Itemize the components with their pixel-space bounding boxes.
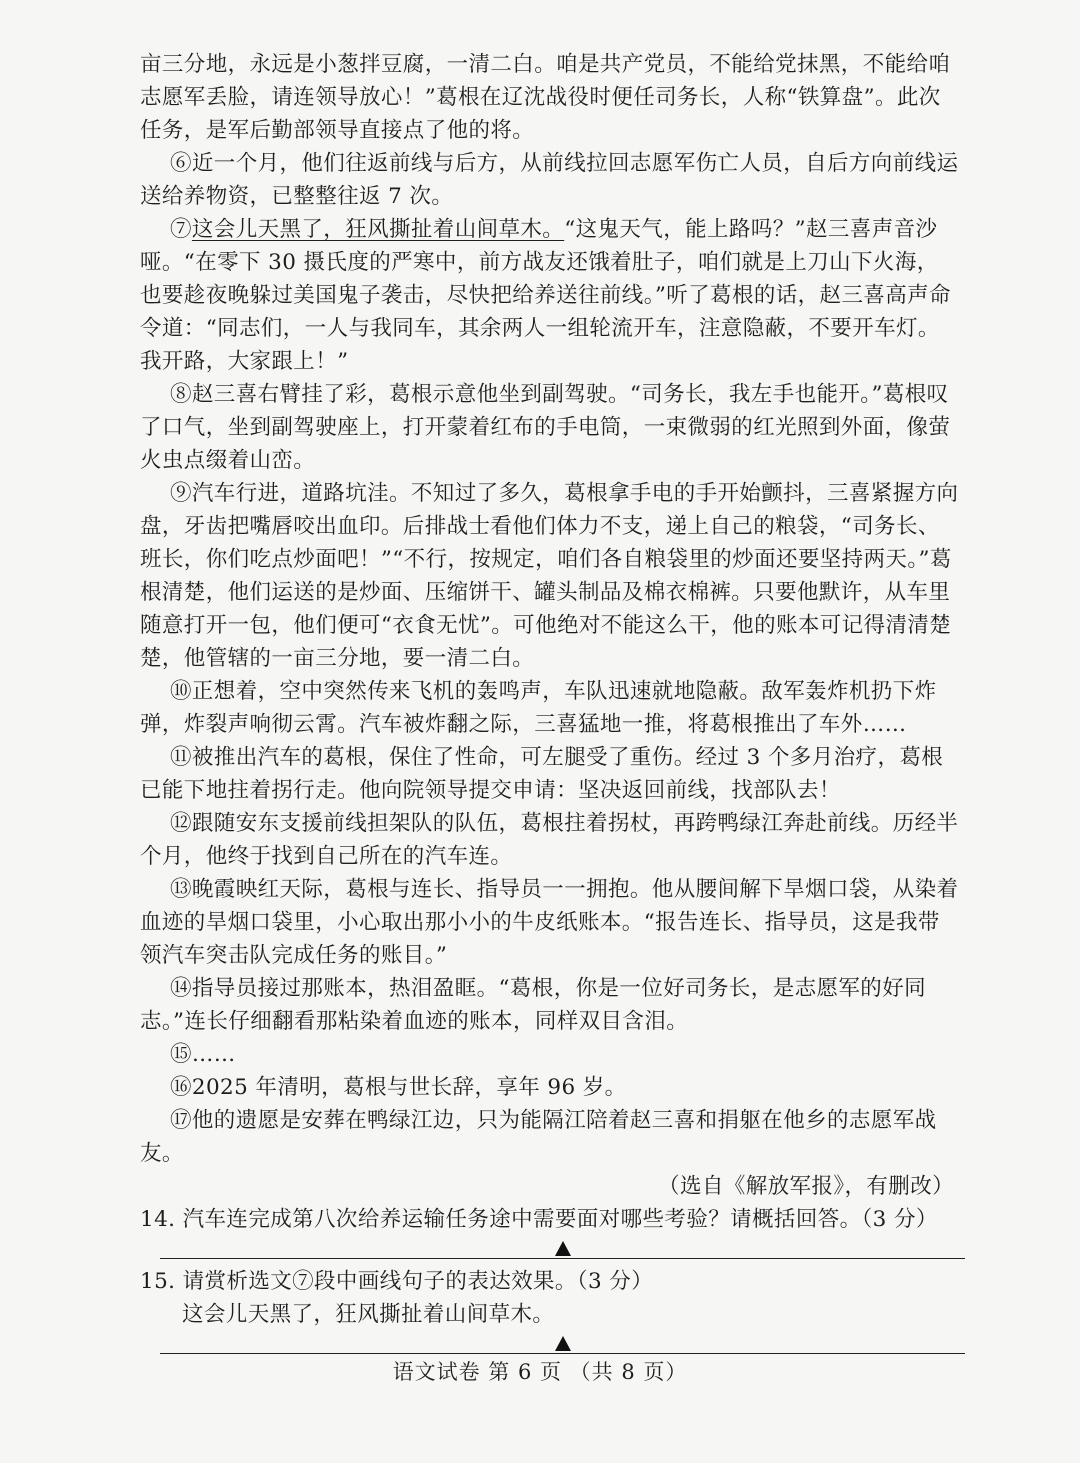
paragraph-17: ⑰他的遗愿是安葬在鸭绿江边，只为能隔江陪着赵三喜和捐躯在他乡的志愿军战友。 <box>140 1108 937 1166</box>
answer-marker-triangle-icon <box>555 1336 571 1351</box>
paragraph-5-continued: 亩三分地，永远是小葱拌豆腐，一清二白。咱是共产党员，不能给党抹黑，不能给咱志愿军丢脸，请连领导放心！”葛根在辽沈战役时便任司务长，人称“铁算盘”。此次任务，是军后勤部领导直接点了他的将。 <box>140 52 951 143</box>
source-citation: （选自《解放军报》，有删改） <box>658 1174 954 1199</box>
paragraph-7-text: “这鬼天气，能上路吗？”赵三喜声音沙哑。“在零下 30 摄氏度的严寒中，前方战友还饿着肚子，咱们就是上刀山下火海，也要趁夜晚躲过美国鬼子袭击，尽快把给养送往前线。”听了葛根的话，赵三喜高声命令道：“同志们，一人与我同车，其余两人一组轮流开车，注意隐蔽，不要开车灯。我开路，大家跟上！” <box>140 217 951 374</box>
paragraph-10: ⑩正想着，空中突然传来飞机的轰鸣声，车队迅速就地隐蔽。敌军轰炸机扔下炸弹，炸裂声响彻云霄。汽车被炸翻之际，三喜猛地一推，将葛根推出了车外…… <box>140 679 937 737</box>
answer-marker-triangle-icon <box>555 1241 571 1256</box>
answer-line-14[interactable] <box>160 1236 965 1259</box>
paragraph-7 <box>140 213 960 378</box>
paragraph-6: ⑥近一个月，他们往返前线与后方，从前线拉回志愿军伤亡人员，自后方向前线运送给养物资，已整整往返 7 次。 <box>140 151 959 209</box>
question-15-sentence: 这会儿天黑了，狂风撕扯着山间草木。 <box>182 1302 555 1327</box>
answer-line-15[interactable] <box>160 1331 965 1354</box>
paragraph-8: ⑧赵三喜右臂挂了彩，葛根示意他坐到副驾驶。“司务长，我左手也能开。”葛根叹了口气，坐到副驾驶座上，打开蒙着红布的手电筒，一束微弱的红光照到外面，像萤火虫点缀着山峦。 <box>140 382 951 473</box>
paragraph-13: ⑬晚霞映红天际，葛根与连长、指导员一一拥抱。他从腰间解下旱烟口袋，从染着血迹的旱烟口袋里，小心取出那小小的牛皮纸账本。“报告连长、指导员，这是我带领汽车突击队完成任务的账目。” <box>140 877 959 968</box>
paragraph-15: ⑮…… <box>170 1042 236 1067</box>
paragraph-11: ⑪被推出汽车的葛根，保住了性命，可左腿受了重伤。经过 3 个多月治疗，葛根已能下地拄着拐行走。他向院领导提交申请：坚决返回前线，找部队去！ <box>140 745 944 803</box>
paragraph-9: ⑨汽车行进，道路坑洼。不知过了多久，葛根拿手电的手开始颤抖，三喜紧握方向盘，牙齿把嘴唇咬出血印。后排战士看他们体力不支，递上自己的粮袋，“司务长、班长，你们吃点炒面吧！”“不行，按规定，咱们各自粮袋里的炒面还要坚持两天。”葛根清楚，他们运送的是炒面、压缩饼干、罐头制品及棉衣棉裤。只要他默许，从车里随意打开一包，他们便可“衣食无忧”。可他绝对不能这么干，他的账本可记得清清楚楚，他管辖的一亩三分地，要一清二白。 <box>140 481 959 671</box>
question-14: 14. 汽车连完成第八次给养运输任务途中需要面对哪些考验？请概括回答。（3 分） <box>140 1207 938 1232</box>
paragraph-14: ⑭指导员接过那账本，热泪盈眶。“葛根，你是一位好司务长，是志愿军的好同志。”连长仔细翻看那粘染着血迹的账本，同样双目含泪。 <box>140 976 926 1034</box>
passage-body <box>140 48 960 1354</box>
page-footer: 语文试卷 第 6 页 （共 8 页） <box>392 1360 688 1384</box>
paragraph-12: ⑫跟随安东支援前线担架队的队伍，葛根拄着拐杖，再跨鸭绿江奔赴前线。历经半个月，他终于找到自己所在的汽车连。 <box>140 811 959 869</box>
paragraph-7-number: ⑦ <box>170 217 192 242</box>
paragraph-16: ⑯2025 年清明，葛根与世长辞，享年 96 岁。 <box>170 1075 627 1100</box>
underlined-sentence: 这会儿天黑了，狂风撕扯着山间草木。 <box>191 217 565 242</box>
question-15: 15. 请赏析选文⑦段中画线句子的表达效果。（3 分） <box>140 1269 654 1294</box>
